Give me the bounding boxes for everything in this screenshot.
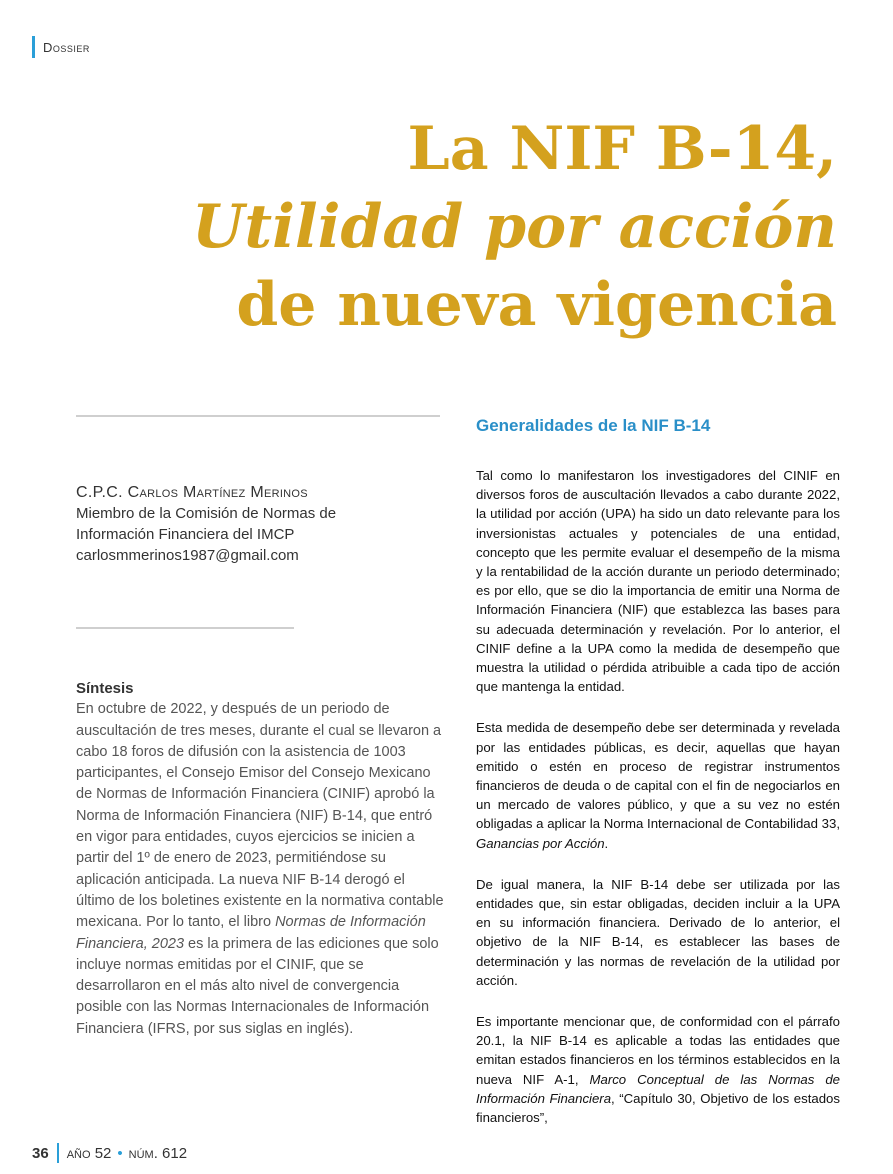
section-label: Dossier xyxy=(43,39,90,55)
article-title xyxy=(192,110,837,344)
title-line-3: de nueva vigencia xyxy=(236,270,837,340)
synthesis-block xyxy=(76,678,446,1040)
synthesis-text xyxy=(76,699,446,1040)
p4-italic: Marco Conceptual de las Normas de Información Financiera xyxy=(476,1071,840,1106)
p2-text-a: Esta medida de desempeño debe ser determinada y revelada por las entidades públicas, es decir, aquellas que hayan emitido o estén en proceso de registrar instrumentos financieros de deuda o de capital con el fin de negociarlos en un mercado de valores público, y que a su vez no estén obligadas a aplicar la Norma Internacional de Contabilidad 33, xyxy=(476,720,840,832)
author-email[interactable]: carlosmmerinos1987@gmail.com xyxy=(76,547,299,564)
author-role-line-1: Miembro de la Comisión de Normas de xyxy=(76,505,337,522)
title-line-2: Utilidad por acción xyxy=(192,192,837,262)
author-block xyxy=(76,482,436,566)
synthesis-heading: Síntesis xyxy=(76,680,134,697)
p2-text-b: . xyxy=(604,835,609,851)
p4-text-b: , “Capítulo 30, Objetivo de los estados financieros”, xyxy=(476,1090,840,1126)
synthesis-text-a: En octubre de 2022, y después de un periodo de auscultación de tres meses, durante el cual se llevaron a cabo 18 foros de difusión con la asistencia de 1003 participantes, el Consejo Emisor del Consejo Mexicano de Normas de Información Financiera (CINIF) aprobó la Norma de Información Financiera (NIF) B-14, que entró en vigor para entidades, cuyos ejercicios se inicien a partir del 1º de enero de 2023, permitiéndose su aplicación anticipada. La nueva NIF B-14 derogó el último de los boletines existente en la normativa contable mexicana. Por lo tanto, el libro xyxy=(76,701,444,931)
article-column xyxy=(476,414,840,1149)
synthesis-book-title: Normas de Información Financiera, 2023 xyxy=(76,914,426,952)
author-role-line-2: Información Financiera del IMCP xyxy=(76,526,295,543)
title-line-1: La NIF B-14, xyxy=(407,114,837,184)
author-name: C.P.C. Carlos Martínez Merinos xyxy=(76,484,308,501)
page-footer xyxy=(32,1143,187,1163)
synthesis-text-b: es la primera de las ediciones que solo incluye normas emitidas por el CINIF, que se desarrollaron en el más alto nivel de convergencia posible con las Normas Internacionales de Información Financiera (IFRS, por sus siglas en inglés). xyxy=(76,935,439,1037)
footer-dot: • xyxy=(117,1144,123,1162)
article-paragraph-2 xyxy=(476,718,840,852)
divider-mid xyxy=(76,627,294,629)
article-paragraph-1: Tal como lo manifestaron los investigadores del CINIF en diversos foros de auscultación llevados a cabo durante 2022, la utilidad por acción (UPA) ha sido un dato relevante para los inversionistas actuales y potenciales de una entidad, concepto que les permite evaluar el desempeño de la misma y la rentabilidad de la acción durante un periodo determinado; es por ello, que se dio la importancia de emitir una Norma de Información Financiera (NIF) que establezca las bases para su adecuada determinación y revelación. Por lo anterior, el CINIF define a la UPA como la medida de desempeño que muestra la utilidad o pérdida atribuible a cada tipo de acción que mantenga la entidad. xyxy=(476,468,840,695)
article-paragraph-3: De igual manera, la NIF B-14 debe ser utilizada por las entidades que, sin estar obligadas, deciden incluir a la UPA en su información financiera. Derivado de lo anterior, el objetivo de la NIF B-14, es establecer las bases de determinación y las normas de revelación de la utilidad por acción. xyxy=(476,876,840,988)
divider-top xyxy=(76,415,440,417)
p2-italic: Ganancias por Acción xyxy=(476,835,605,851)
section-bar xyxy=(32,36,35,58)
article-paragraph-4 xyxy=(476,1012,840,1127)
section-tag xyxy=(32,36,90,58)
page-number: 36 xyxy=(32,1144,49,1162)
footer-year: año 52 xyxy=(66,1144,112,1162)
p4-text-a: Es importante mencionar que, de conformidad con el párrafo 20.1, la NIF B-14 es aplicable a todas las entidades que emitan estados financieros en los términos establecidos en la nueva NIF A-1, xyxy=(476,1014,840,1087)
footer-bar xyxy=(57,1143,59,1163)
article-subheading: Generalidades de la NIF B-14 xyxy=(476,416,711,435)
footer-issue: núm. 612 xyxy=(128,1144,188,1162)
